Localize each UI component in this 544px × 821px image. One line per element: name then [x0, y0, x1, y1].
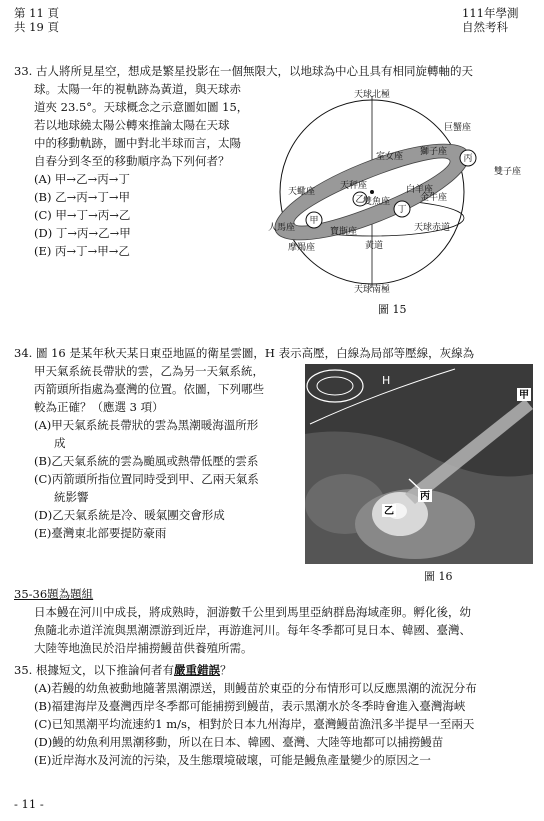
fig15-pisces: 雙魚座 — [363, 197, 391, 207]
celestial-sphere-figure — [268, 88, 530, 296]
fig15-gemini: 雙子座 — [494, 167, 522, 177]
fig15-bing: 丙 — [463, 154, 473, 164]
q33-line: 若以地球繞太陽公轉來推論太陽在天球 — [34, 118, 230, 132]
satellite-cloud-picture — [305, 364, 533, 564]
q33-line: 道夾 23.5°。天球概念之示意圖如圖 15， — [34, 100, 249, 114]
fig15-south-pole: 天球南極 — [353, 285, 391, 295]
fig15-jia: 甲 — [309, 216, 319, 226]
q35-stem-suffix: ？ — [219, 663, 232, 677]
q33-line: 33. 古人將所見星空，想成是繁星投影在一個無限大，以地球為中心且具有相同旋轉軸的天 — [14, 64, 473, 78]
fig16-h-label: H — [382, 374, 391, 387]
q33-option-e[interactable]: (E) 丙→丁→甲→乙 — [34, 244, 130, 258]
q35-option-b[interactable]: (B)福建海岸及臺灣西岸冬季都可能捕撈到鰻苗，表示黑潮水於冬季時會進入臺灣海峽 — [34, 699, 466, 713]
fig15-sagittarius: 人馬座 — [268, 223, 296, 233]
fig15-capricorn: 摩羯座 — [288, 243, 316, 253]
q33-option-d[interactable]: (D) 丁→丙→乙→甲 — [34, 226, 131, 240]
q33-option-a[interactable]: (A) 甲→乙→丙→丁 — [34, 172, 130, 186]
fig15-aries: 白羊座 — [406, 185, 434, 195]
q35-stem-prefix: 35. 根據短文，以下推論何者有 — [14, 663, 174, 677]
fig15-north-pole: 天球北極 — [353, 90, 391, 100]
fig15-virgo: 室女座 — [376, 152, 404, 162]
group-paragraph: 魚隨北赤道洋流與黑潮漂游到近岸，再游進河川。每年冬季都可見日本、韓國、臺灣、 — [34, 623, 471, 637]
fig16-bing-label: 丙 — [420, 491, 430, 502]
q34-option-e[interactable]: (E)臺灣東北部要提防豪雨 — [34, 526, 167, 540]
exam-label: 111年學測 — [462, 6, 519, 20]
q34-option-c[interactable]: (C)丙箭頭所指位置同時受到甲、乙兩天氣系 — [34, 472, 259, 486]
q33-line: 球。太陽一年的視軌跡為黃道，與天球赤 — [34, 82, 241, 96]
satellite-cloud-image — [305, 364, 533, 564]
q33-option-c[interactable]: (C) 甲→丁→丙→乙 — [34, 208, 131, 222]
fig15-aquarius: 寶瓶座 — [330, 227, 358, 237]
figure-16-caption: 圖 16 — [424, 570, 453, 583]
q35-stem — [14, 661, 534, 679]
total-pages-label: 共 19 頁 — [14, 20, 59, 34]
q34-line: 較為正確？（應選 3 項） — [34, 400, 164, 414]
fig15-ding: 丁 — [397, 205, 407, 215]
page-label: 第 11 頁 — [14, 6, 59, 20]
fig15-scorpio: 天蠍座 — [288, 187, 316, 197]
fig15-taurus: 金牛座 — [420, 193, 448, 203]
q35-option-d[interactable]: (D)鰻的幼魚利用黑潮移動，所以在日本、韓國、臺灣、大陸等地都可以捕撈鰻苗 — [34, 735, 444, 749]
fig15-leo: 獅子座 — [420, 147, 448, 157]
q34-line: 丙箭頭所指處為臺灣的位置。依圖，下列哪些 — [34, 382, 264, 396]
fig15-celestial-equator: 天球赤道 — [414, 223, 451, 233]
subject-label: 自然考科 — [462, 20, 508, 34]
q34-line: 甲天氣系統長帶狀的雲，乙為另一天氣系統， — [34, 364, 264, 378]
fig16-yi-label: 乙 — [384, 506, 394, 517]
group-paragraph: 日本鰻在河川中成長，將成熟時，洄游數千公里到馬里亞納群島海域產卵。孵化後，幼 — [34, 605, 471, 619]
q35-option-e[interactable]: (E)近岸海水及河流的污染，及生態環境破壞，可能是鰻魚產量變少的原因之一 — [34, 753, 431, 767]
q34-option-b[interactable]: (B)乙天氣系統的雲為颱風或熱帶低壓的雲系 — [34, 454, 259, 468]
celestial-sphere-diagram — [268, 88, 530, 296]
q34-option-d[interactable]: (D)乙天氣系統是冷、暖氣團交會形成 — [34, 508, 225, 522]
q34-option-a[interactable]: (A)甲天氣系統長帶狀的雲為黑潮暖海溫所形 — [34, 418, 259, 432]
fig15-ecliptic: 黃道 — [365, 241, 384, 251]
group-title: 35-36題為題組 — [14, 587, 94, 601]
question-group-35-36 — [14, 585, 534, 657]
q34-option-c-cont: 統影響 — [54, 490, 89, 504]
q35-option-a[interactable]: (A)若鰻的幼魚被動地隨著黑潮漂送，則鰻苗於東亞的分布情形可以反應黑潮的流況分布 — [34, 681, 477, 695]
question-35 — [14, 661, 534, 769]
figure-15-caption: 圖 15 — [378, 303, 407, 316]
q33-line: 自春分到冬至的移動順序為下列何者？ — [34, 154, 230, 168]
q34-line: 34. 圖 16 是某年秋天某日東亞地區的衛星雲圖，H 表示高壓，白線為局部等壓線，灰線為 — [14, 346, 475, 360]
q33-option-b[interactable]: (B) 乙→丙→丁→甲 — [34, 190, 130, 204]
page-number: - 11 - — [14, 797, 44, 811]
q34-option-a-cont: 成 — [54, 436, 66, 450]
q33-line: 中的移動軌跡，圖中對北半球而言，太陽 — [34, 136, 241, 150]
q35-stem-emphasis: 嚴重錯誤 — [173, 663, 220, 677]
fig15-cancer: 巨蟹座 — [444, 123, 472, 133]
fig15-yi: 乙 — [355, 195, 365, 205]
fig16-jia-label: 甲 — [519, 390, 529, 401]
q35-option-c[interactable]: (C)已知黑潮平均流速約1 m/s，相對於日本九州海岸，臺灣鰻苗漁汛多半提早一至兩天 — [34, 717, 475, 731]
group-paragraph: 大陸等地漁民於沿岸捕撈鰻苗供養殖所需。 — [34, 641, 253, 655]
fig15-libra: 天秤座 — [340, 181, 368, 191]
